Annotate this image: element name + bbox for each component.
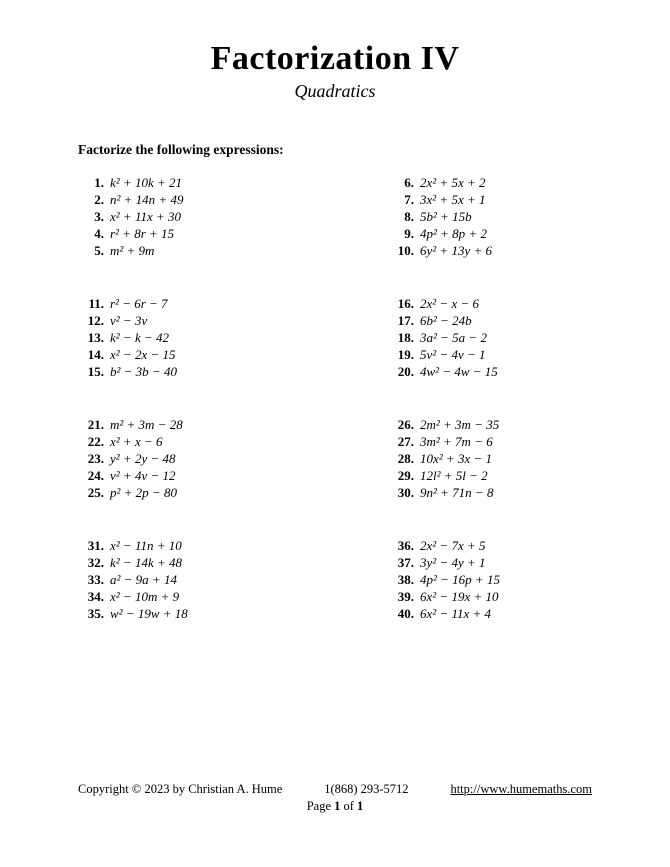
page-title: Factorization IV [210,40,460,77]
problem-number: 14. [87,347,104,363]
problem-expression: 5v² − 4v − 1 [420,347,486,363]
problem-number: 25. [87,485,104,501]
problem-expression: 2m² + 3m − 35 [420,417,500,433]
problem-number: 15. [87,364,104,380]
problem-item [78,554,388,571]
problem-number: 36. [397,538,414,554]
problem-number: 13. [87,330,104,346]
problem-item [388,416,592,433]
problem-expression: x² + 11x + 30 [110,209,182,225]
problem-column-right [388,295,592,380]
problems-section [78,174,592,622]
problem-number: 19. [397,347,414,363]
problem-item [388,433,592,450]
problem-item [78,191,388,208]
problem-item [388,225,592,242]
problem-item [78,242,388,259]
problem-column-left [78,537,388,622]
problem-item [388,346,592,363]
problem-number: 3. [94,209,104,225]
problem-expression: 3a² − 5a − 2 [420,330,487,346]
problem-item [78,346,388,363]
problem-item [388,208,592,225]
problem-item [78,416,388,433]
problem-item [78,537,388,554]
problem-number: 7. [404,192,414,208]
problem-expression: 4p² + 8p + 2 [420,226,487,242]
problem-item [388,191,592,208]
problem-number: 12. [87,313,104,329]
problem-number: 37. [397,555,414,571]
problem-item [388,312,592,329]
problem-expression: 2x² − x − 6 [420,296,479,312]
problem-number: 22. [87,434,104,450]
problem-expression: x² + x − 6 [110,434,163,450]
problem-item [78,433,388,450]
problem-number: 8. [404,209,414,225]
problem-item [388,295,592,312]
problem-item [78,467,388,484]
problem-item [388,588,592,605]
problem-expression: 6b² − 24b [420,313,472,329]
problem-item [78,208,388,225]
problem-expression: 3m² + 7m − 6 [420,434,493,450]
problem-number: 9. [404,226,414,242]
problem-item [78,450,388,467]
problem-item [388,571,592,588]
problem-expression: k² + 10k + 21 [110,175,182,191]
problem-item [78,312,388,329]
problem-number: 31. [87,538,104,554]
problem-expression: x² − 10m + 9 [110,589,180,605]
problem-number: 11. [88,296,104,312]
problem-block [78,174,592,259]
problem-number: 33. [87,572,104,588]
problem-expression: a² − 9a + 14 [110,572,177,588]
problem-number: 29. [397,468,414,484]
problem-number: 4. [94,226,104,242]
problem-expression: m² + 3m − 28 [110,417,183,433]
problem-item [388,450,592,467]
problem-number: 23. [87,451,104,467]
problem-expression: 4w² − 4w − 15 [420,364,498,380]
problem-expression: y² + 2y − 48 [110,451,176,467]
problem-column-left [78,295,388,380]
problem-number: 38. [397,572,414,588]
problem-expression: n² + 14n + 49 [110,192,184,208]
problem-number: 28. [397,451,414,467]
problem-expression: r² + 8r + 15 [110,226,175,242]
page-number-middle: of [340,799,358,813]
problem-item [388,363,592,380]
problem-block [78,537,592,622]
problem-item [388,554,592,571]
problem-number: 21. [87,417,104,433]
problem-expression: 4p² − 16p + 15 [420,572,500,588]
problem-expression: 2x² − 7x + 5 [420,538,486,554]
problem-expression: x² − 11n + 10 [110,538,182,554]
problem-expression: 12l² + 5l − 2 [420,468,488,484]
problem-number: 1. [94,175,104,191]
problem-expression: 6x² − 19x + 10 [420,589,499,605]
problem-number: 27. [397,434,414,450]
problem-number: 40. [397,606,414,622]
problem-item [388,467,592,484]
problem-expression: v² − 3v [110,313,148,329]
problem-item [78,329,388,346]
problem-expression: k² − k − 42 [110,330,169,346]
problem-expression: 9n² + 71n − 8 [420,485,494,501]
problem-item [388,537,592,554]
problem-expression: m² + 9m [110,243,155,259]
problem-expression: 5b² + 15b [420,209,472,225]
problem-item [78,295,388,312]
problem-column-right [388,416,592,501]
problem-number: 20. [397,364,414,380]
problem-block [78,416,592,501]
problem-item [388,174,592,191]
problem-item [388,242,592,259]
website-link[interactable]: http://www.humemaths.com [450,782,592,796]
problem-number: 16. [397,296,414,312]
page-number-prefix: Page [306,799,335,813]
problem-number: 30. [397,485,414,501]
problem-number: 39. [397,589,414,605]
problem-item [78,588,388,605]
problem-expression: 3y² − 4y + 1 [420,555,486,571]
copyright-text: Copyright © 2023 by Christian A. Hume [78,782,283,796]
problem-number: 24. [87,468,104,484]
problem-number: 18. [397,330,414,346]
page-number-current: 1 [334,799,341,813]
problem-expression: 10x² + 3x − 1 [420,451,492,467]
problem-number: 34. [87,589,104,605]
page-number-total: 1 [357,799,364,813]
problem-item [78,484,388,501]
problem-column-left [78,174,388,259]
problem-expression: v² + 4v − 12 [110,468,176,484]
problem-expression: 6y² + 13y + 6 [420,243,492,259]
problem-expression: p² + 2p − 80 [110,485,177,501]
problem-item [78,605,388,622]
problem-expression: 6x² − 11x + 4 [420,606,492,622]
problem-number: 10. [397,243,414,259]
problem-number: 6. [404,175,414,191]
problem-expression: 3x² + 5x + 1 [420,192,486,208]
problem-expression: w² − 19w + 18 [110,606,188,622]
problem-column-right [388,537,592,622]
problem-expression: r² − 6r − 7 [110,296,168,312]
problem-number: 26. [397,417,414,433]
problem-item [78,174,388,191]
footer [78,782,592,797]
problem-item [388,484,592,501]
page-subtitle: Quadratics [294,81,376,102]
problem-column-right [388,174,592,259]
problem-item [388,605,592,622]
problem-expression: x² − 2x − 15 [110,347,176,363]
problem-number: 32. [87,555,104,571]
problem-expression: b² − 3b − 40 [110,364,177,380]
problem-number: 2. [94,192,104,208]
problem-expression: 2x² + 5x + 2 [420,175,486,191]
page-number [0,799,670,814]
phone-number: 1(868) 293-5712 [324,782,409,796]
problem-item [78,363,388,380]
instruction-text: Factorize the following expressions: [78,142,284,158]
problem-item [78,571,388,588]
problem-number: 17. [397,313,414,329]
problem-number: 5. [94,243,104,259]
problem-expression: k² − 14k + 48 [110,555,182,571]
problem-item [78,225,388,242]
problem-number: 35. [87,606,104,622]
problem-block [78,295,592,380]
problem-item [388,329,592,346]
problem-column-left [78,416,388,501]
